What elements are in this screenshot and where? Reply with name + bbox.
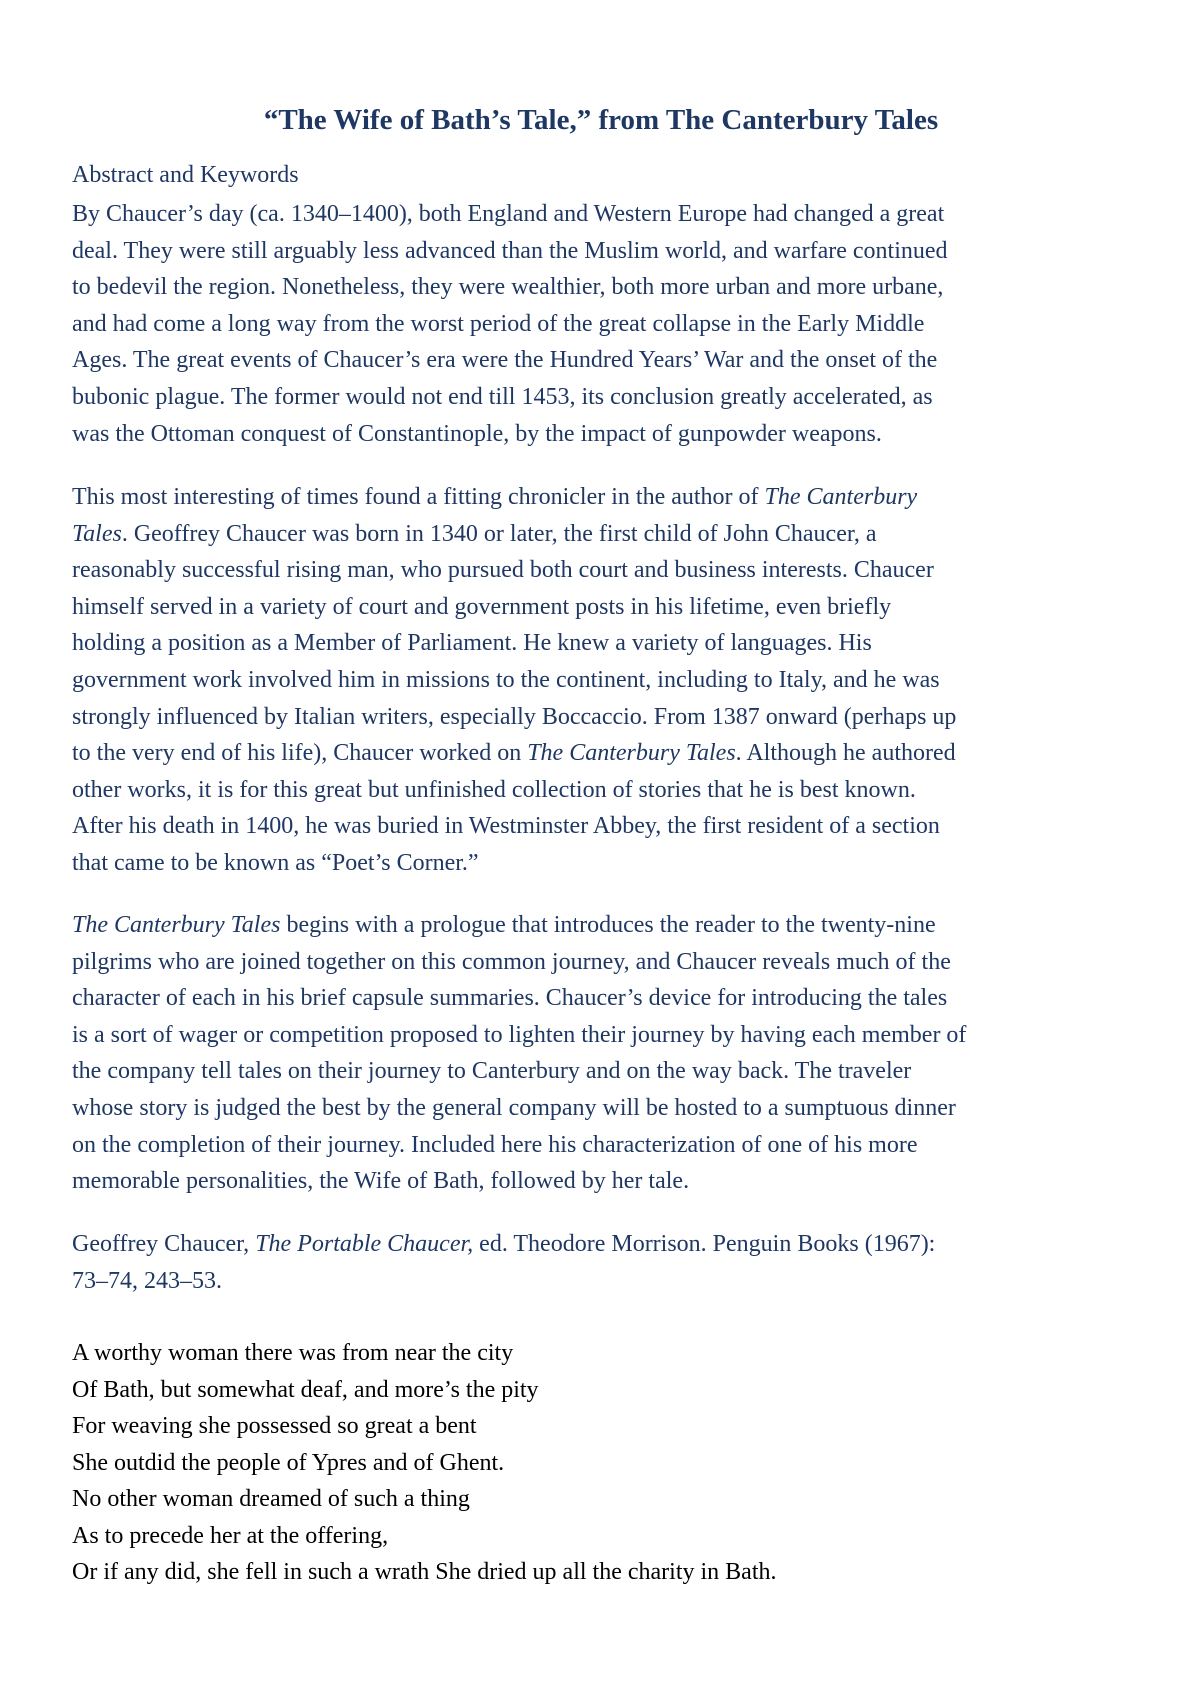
paragraph-line: other works, it is for this great but unfinished collection of stories that he is best known. [72,776,916,803]
italic-title: Tales [72,520,122,547]
paragraph-line: that came to be known as “Poet’s Corner.” [72,849,479,876]
paragraph-line: By Chaucer’s day (ca. 1340–1400), both England and Western Europe had changed a great [72,201,945,227]
text-run: . Geoffrey Chaucer was born in 1340 or later, the first child of John Chaucer, a [121,520,877,547]
poem-line: She outdid the people of Ypres and of Ghent. [72,1449,505,1476]
text-run: begins with a prologue that introduces the reader to the twenty-nine [280,912,936,938]
text-run: to the very end of his life), Chaucer worked on [72,740,528,767]
paragraph-line: is a sort of wager or competition proposed to lighten their journey by having each member of [72,1021,967,1048]
paragraph-line: After his death in 1400, he was buried in Westminster Abbey, the first resident of a section [72,813,940,840]
poem-line: Or if any did, she fell in such a wrath She dried up all the charity in Bath. [72,1559,777,1585]
abstract-label: Abstract and Keywords [72,162,299,188]
paragraph-line: Ages. The great events of Chaucer’s era were the Hundred Years’ War and the onset of the [72,347,938,374]
paragraph-line: bubonic plague. The former would not end till 1453, its conclusion greatly accelerated, as [72,383,933,410]
paragraph-line: memorable personalities, the Wife of Bath, followed by her tale. [72,1168,690,1195]
text-run: ed. Theodore Morrison. Penguin Books (1967): [473,1231,936,1257]
poem-line: Of Bath, but somewhat deaf, and more’s the pity [72,1376,539,1403]
citation-line: 73–74, 243–53. [72,1267,222,1294]
italic-title: The Canterbury [764,484,918,510]
paragraph-line: on the completion of their journey. Included here his characterization of one of his more [72,1131,918,1158]
paragraph-line: the company tell tales on their journey to Canterbury and on the way back. The traveler [72,1058,912,1085]
paragraph-line: strongly influenced by Italian writers, especially Boccaccio. From 1387 onward (perhaps up [72,703,957,730]
paragraph-line: deal. They were still arguably less advanced than the Muslim world, and warfare continued [72,237,948,264]
paragraph-line: pilgrims who are joined together on this common journey, and Chaucer reveals much of the [72,948,951,975]
paragraph-line: character of each in his brief capsule summaries. Chaucer’s device for introducing the tales [72,985,948,1012]
poem-excerpt [72,1335,776,1591]
text-run: Geoffrey Chaucer, [72,1231,256,1257]
italic-title: The Canterbury Tales [527,740,736,767]
paragraph-line: holding a position as a Member of Parliament. He knew a variety of languages. His [72,630,872,657]
italic-title: The Canterbury Tales [72,912,281,938]
poem-line: For weaving she possessed so great a bent [72,1413,477,1439]
paragraph-line: was the Ottoman conquest of Constantinople, by the impact of gunpowder weapons. [72,420,882,447]
paragraph-line [72,907,1130,944]
paragraph-intro [72,196,1130,452]
paragraph-line: to bedevil the region. Nonetheless, they were wealthier, both more urban and more urbane, [72,274,944,301]
italic-title: The Portable Chaucer, [255,1231,474,1257]
paragraph-line [72,735,1130,772]
poem-line: No other woman dreamed of such a thing [72,1486,470,1512]
citation [72,1226,1130,1299]
paragraph-chaucer-bio [72,479,1130,882]
text-run: This most interesting of times found a fitting chronicler in the author of [72,484,765,510]
poem-line: A worthy woman there was from near the city [72,1340,514,1366]
paragraph-line: himself served in a variety of court and government posts in his lifetime, even briefly [72,593,892,620]
paragraph-line: reasonably successful rising man, who pursued both court and business interests. Chaucer [72,557,934,584]
paragraph-line: whose story is judged the best by the general company will be hosted to a sumptuous dinner [72,1094,956,1121]
paragraph-line [72,516,1130,553]
poem-line: As to precede her at the offering, [72,1522,389,1549]
paragraph-line [72,479,1130,516]
page-title: “The Wife of Bath’s Tale,” from The Canterbury Tales [263,104,939,136]
paragraph-line: and had come a long way from the worst period of the great collapse in the Early Middle [72,310,925,337]
paragraph-canterbury-tales [72,907,1130,1200]
paragraph-line: government work involved him in missions to the continent, including to Italy, and he was [72,666,940,693]
text-run: . Although he authored [735,740,956,767]
citation-line [72,1226,1130,1263]
